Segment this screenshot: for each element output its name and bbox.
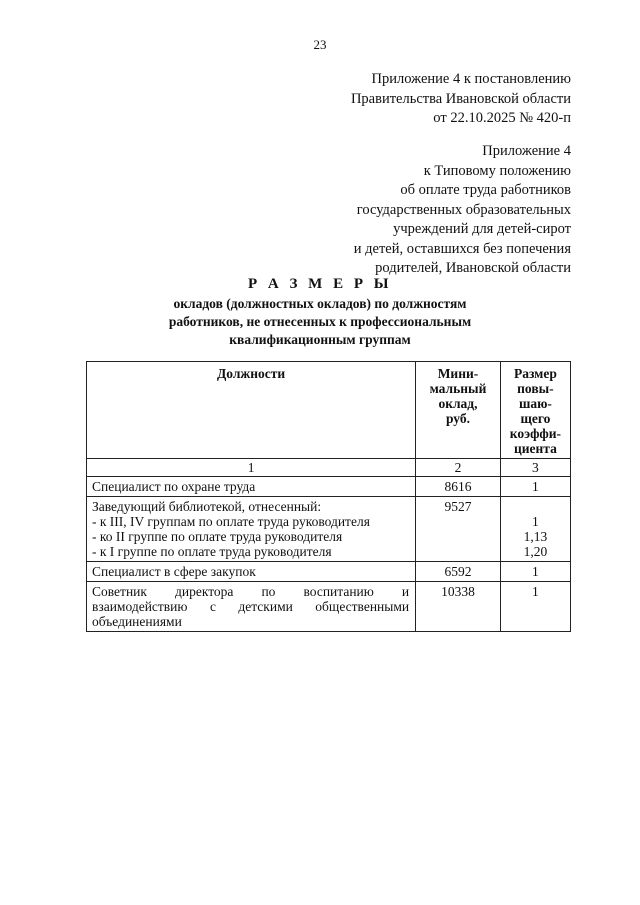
row-salary: 10338 [416, 582, 501, 632]
document-subtitle [0, 295, 640, 349]
header-coefficient-line: Размер [513, 366, 557, 381]
header-min-salary [416, 362, 501, 459]
table-row [87, 582, 571, 632]
row-subposition: - к III, IV группам по оплате труда руководителя [92, 514, 370, 529]
header-coefficient-line: щего [520, 411, 551, 426]
salary-table [86, 361, 571, 632]
table-header-row [87, 362, 571, 459]
header-coefficient-line: повы- [517, 381, 554, 396]
appendix-regulation-line: и детей, оставшихся без попечения [353, 240, 571, 257]
column-number-row [87, 459, 571, 477]
column-number: 3 [500, 459, 570, 477]
subtitle-line: работников, не отнесенных к профессиональным [168, 314, 472, 329]
row-position-main: Заведующий библиотекой, отнесенный: [92, 499, 322, 514]
header-position: Должности [87, 362, 416, 459]
appendix-resolution-line: Правительства Ивановской области [350, 90, 571, 107]
header-min-salary-line: мальный [429, 381, 487, 396]
subtitle-line: окладов (должностных окладов) по должностям [173, 296, 467, 311]
header-coefficient-line: циента [513, 441, 557, 456]
row-salary: 6592 [416, 562, 501, 582]
header-coefficient-line: коэффи- [509, 426, 562, 441]
row-salary: 9527 [416, 497, 501, 562]
page-number: 23 [313, 37, 327, 52]
appendix-regulation-line: родителей, Ивановской области [375, 260, 571, 276]
row-coefficient: 1 [500, 477, 570, 497]
subtitle-line: квалификационным группам [229, 332, 411, 347]
appendix-regulation-line: к Типовому положению [423, 162, 571, 179]
table-row [87, 497, 571, 562]
appendix-regulation-line: Приложение 4 [482, 143, 571, 159]
row-subposition: - к I группе по оплате труда руководителя [92, 544, 332, 559]
row-coefficient: 1 [500, 582, 570, 632]
table-row [87, 477, 571, 497]
table-row [87, 562, 571, 582]
header-coefficient-line: шаю- [518, 396, 552, 411]
row-position [87, 497, 416, 562]
row-coefficient: 1 [500, 562, 570, 582]
appendix-regulation-line: государственных образовательных [356, 201, 571, 218]
row-subcoefficient: 1,13 [523, 529, 548, 544]
appendix-regulation-line: учреждений для детей-сирот [393, 221, 571, 237]
header-min-salary-line: оклад, [438, 396, 478, 411]
row-salary: 8616 [416, 477, 501, 497]
row-subposition: - ко II группе по оплате труда руководителя [92, 529, 343, 544]
appendix-resolution-line: Приложение 4 к постановлению [371, 71, 571, 87]
appendix-regulation-line: об оплате труда работников [400, 182, 571, 198]
row-subcoefficient: 1,20 [523, 544, 548, 559]
document-heading [0, 276, 640, 349]
header-min-salary-line: руб. [445, 411, 470, 426]
appendix-regulation-block [354, 142, 571, 279]
header-coefficient [500, 362, 570, 459]
row-coefficient-spacer [501, 499, 570, 514]
row-position: Специалист в сфере закупок [87, 562, 416, 582]
row-subcoefficient: 1 [532, 514, 539, 529]
document-title: Р А З М Е Р Ы [248, 276, 392, 292]
row-position: Советник директора по воспитанию и взаимодействию с детскими общественными объединениями [87, 582, 416, 632]
appendix-resolution-block [351, 70, 571, 129]
row-position: Специалист по охране труда [87, 477, 416, 497]
column-number: 1 [87, 459, 416, 477]
appendix-resolution-line: от 22.10.2025 № 420-п [433, 110, 571, 126]
column-number: 2 [416, 459, 501, 477]
row-coefficient [500, 497, 570, 562]
header-min-salary-line: Мини- [437, 366, 479, 381]
